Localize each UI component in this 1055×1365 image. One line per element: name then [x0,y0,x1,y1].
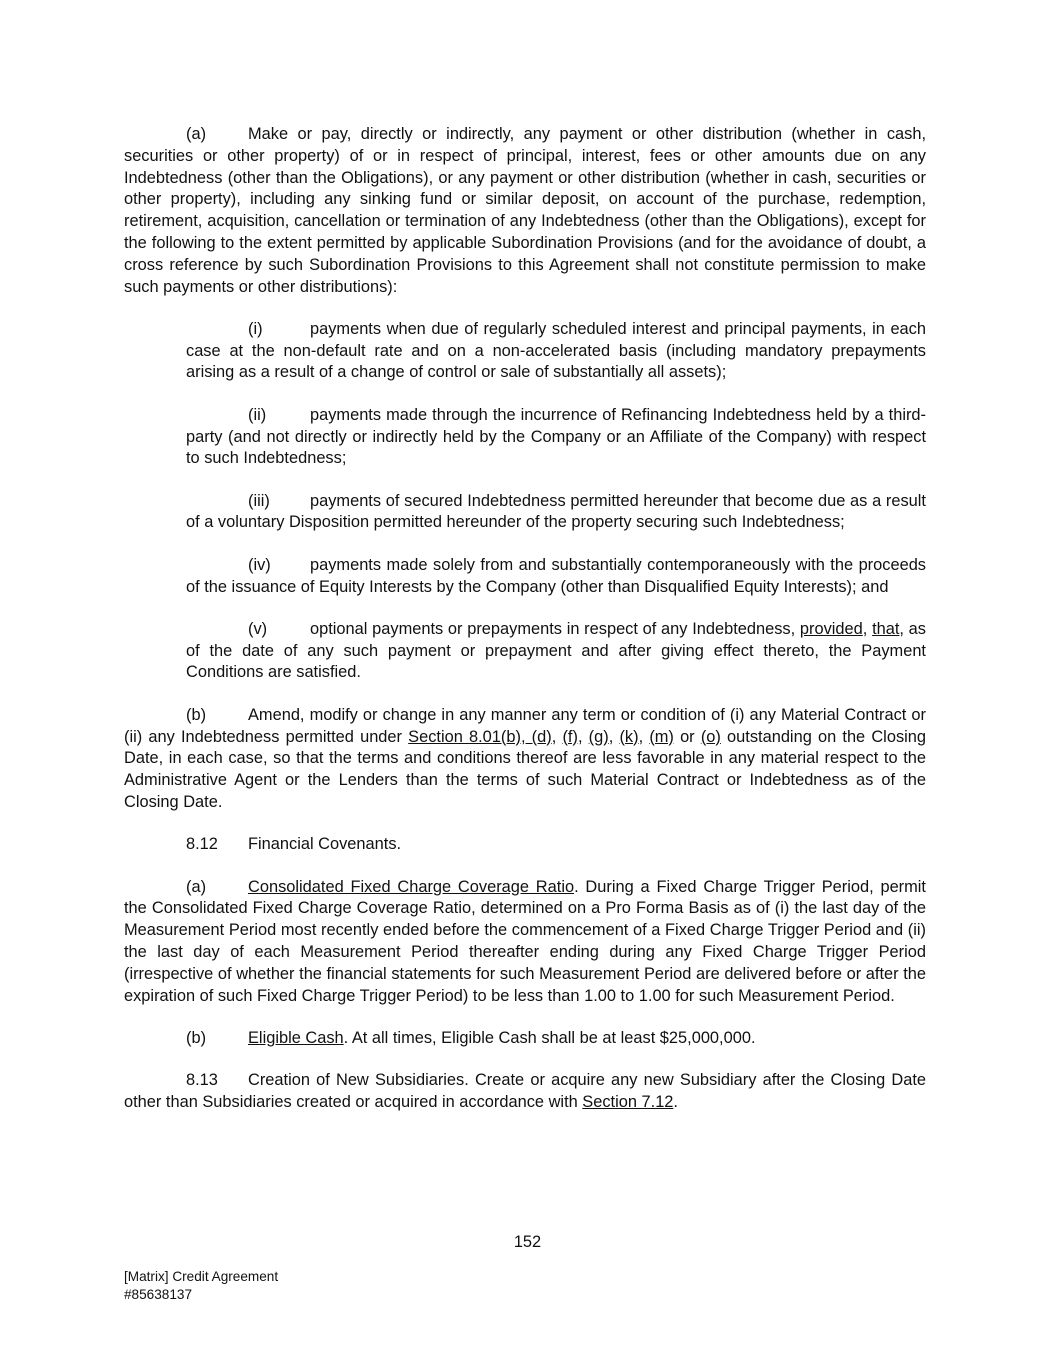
section-ref[interactable]: (g) [588,727,609,746]
section-ref[interactable]: (f) [562,727,578,746]
paragraph-label: (a) [186,877,207,896]
list-item [186,555,926,599]
separator: , [608,727,620,746]
paragraph-b-label: (b) [186,705,207,724]
item-label: (i) [248,319,263,338]
section-title: Creation of New Subsidiaries [248,1071,465,1090]
section-ref[interactable]: Section 8.01(b), (d) [408,727,552,746]
paragraph-b [124,705,926,814]
paragraph-a [124,124,926,298]
section-ref[interactable]: (m) [649,727,674,746]
paragraph-heading: Consolidated Fixed Charge Coverage Ratio [248,877,575,896]
paragraph-label: (b) [186,1028,207,1047]
separator: , [638,727,650,746]
that-term: that [872,619,900,638]
item-text: payments when due of regularly scheduled interest and principal payments, in each case at the non-default rate and on a non-accelerated basis (including mandatory prepayments arising as a result of a change of control or sale of substantially all assets); [186,319,926,382]
item-label: (iii) [248,491,270,510]
list-item [186,619,926,684]
footer-doc-id: #85638137 [124,1287,193,1302]
paragraph-text: . During a Fixed Charge Trigger Period, permit the Consolidated Fixed Charge Coverage Ratio, determined on a Pro Forma Basis as of (i) the last day of the Measurement Period most recently ended before the commencement of a Fixed Charge Trigger Period and (ii) the last day of each Measurement Period thereafter ending during any Fixed Charge Trigger Period (irrespective of whether the financial statements for such Measurement Period are delivered before or after the expiration of such Fixed Charge Trigger Period) to be less than 1.00 to 1.00 for such Measurement Period. [124,877,926,1005]
item-text: payments of secured Indebtedness permitted hereunder that become due as a result of a voluntary Disposition permitted hereunder of the property securing such Indebtedness; [186,491,926,532]
paragraph-b-text: Amend, modify or change in any manner any term or condition of (i) any Material Contract or (ii) any Indebtedness permitted under [124,705,926,746]
item-label: (ii) [248,405,267,424]
paragraph-8-12-b [124,1028,926,1050]
separator: , [862,619,873,638]
paragraph-heading: Eligible Cash [248,1028,344,1047]
item-text: payments made solely from and substantially contemporaneously with the proceeds of the issuance of Equity Interests by the Company (other than Disqualified Equity Interests); and [186,555,926,596]
item-label: (iv) [248,555,271,574]
list-item [186,491,926,535]
paragraph-text: . Create or acquire any new Subsidiary after the Closing Date other than Subsidiaries created or acquired in accordance with [124,1071,926,1111]
paragraph-a-text: Make or pay, directly or indirectly, any payment or other distribution (whether in cash, securities or other property) of or in respect of principal, interest, fees or other amounts due on any Indebtedness (other than the Obligations), or any payment or other distribution (whether in cash, securities or other property), including any sinking fund or similar deposit, on account of the purchase, redemption, retirement, acquisition, cancellation or termination of any Indebtedness (other than the Obligations), except for the following to the extent permitted by applicable Subordination Provisions (and for the avoidance of doubt, a cross reference by such Subordination Provisions to this Agreement shall not constitute permission to make such payments or other distributions): [124,125,926,296]
separator: , [551,727,563,746]
item-text: payments made through the incurrence of Refinancing Indebtedness held by a third-party (and not directly or indirectly held by the Company or an Affiliate of the Company) with respect to such Indebtedness; [186,405,926,468]
paragraph-a-label: (a) [186,125,207,143]
item-text-cont: , as of the date of any such payment or prepayment and after giving effect thereto, the Payment Conditions are satisfied. [186,619,926,682]
item-text: optional payments or prepayments in respect of any Indebtedness, [310,619,800,638]
item-label: (v) [248,619,268,638]
document-footer [124,1268,278,1304]
page-number: 152 [513,1233,542,1251]
provided-term: provided [799,619,863,638]
paragraph-8-13 [124,1070,926,1114]
section-title: Financial Covenants. [248,835,402,854]
section-heading-8-12 [124,834,926,856]
paragraph-8-12-a [124,877,926,1008]
paragraph-b-text-cont: outstanding on the Closing Date, in each case, so that the terms and conditions thereof are less favorable in any material respect to the Administrative Agent or the Lenders than the terms of such Material Contract or Indebtedness as of the Closing Date. [124,727,927,811]
document-page [124,124,926,1134]
paragraph-text-end: . [673,1092,678,1111]
list-item [186,405,926,470]
separator: or [673,727,701,746]
list-item [186,319,926,384]
separator: , [577,727,589,746]
section-number: 8.13 [186,1071,218,1090]
section-ref[interactable]: (k) [619,727,639,746]
footer-title: [Matrix] Credit Agreement [124,1269,279,1284]
section-number: 8.12 [186,835,218,854]
section-ref[interactable]: Section 7.12 [582,1092,674,1111]
section-ref[interactable]: (o) [700,727,721,746]
paragraph-text: . At all times, Eligible Cash shall be at least $25,000,000. [343,1028,756,1047]
